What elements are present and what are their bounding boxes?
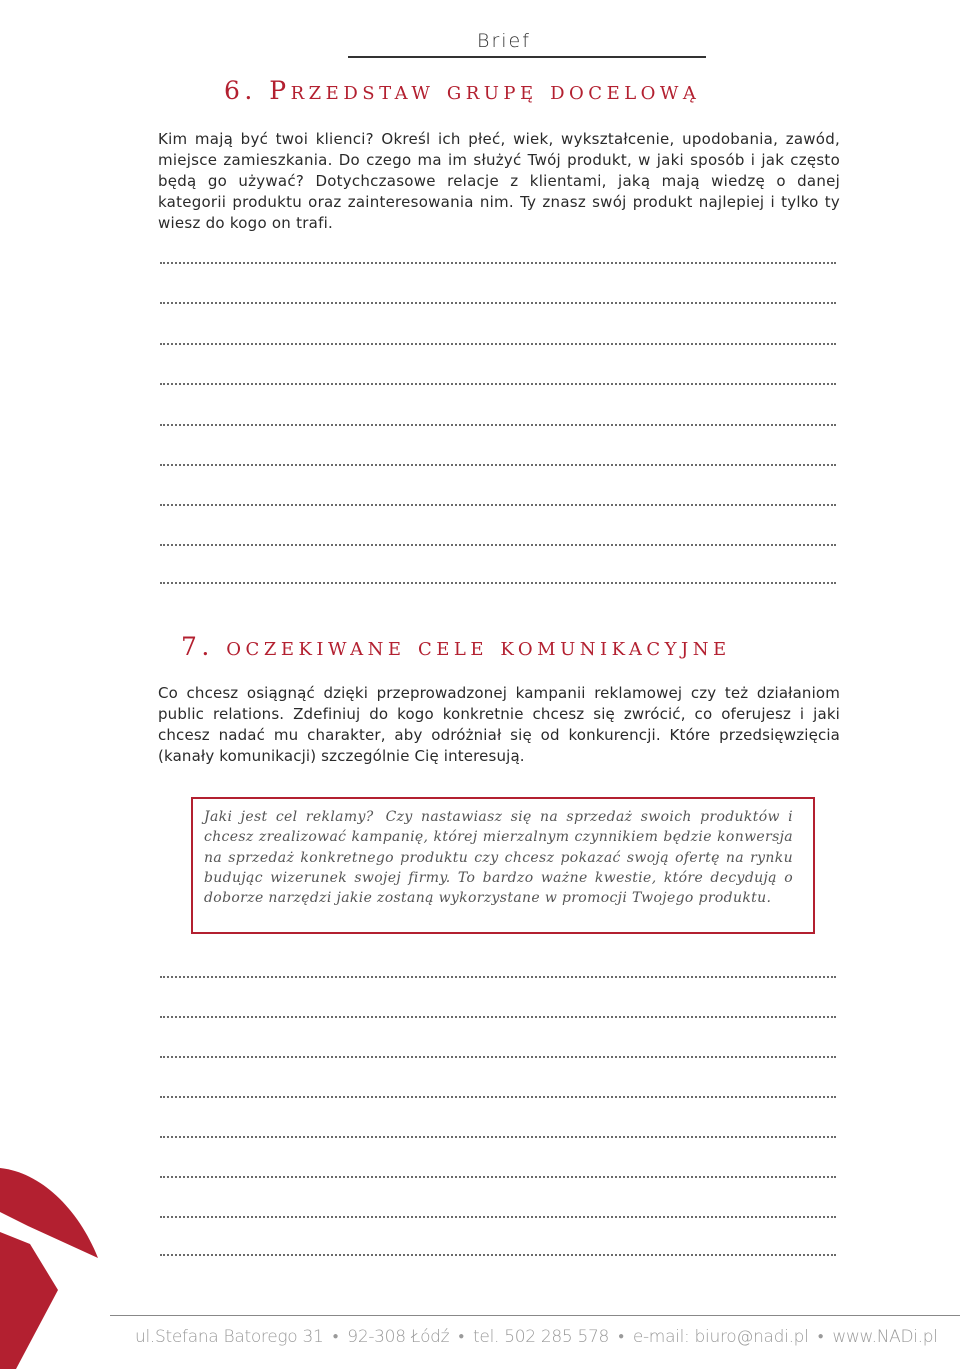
bullet-icon: ● bbox=[618, 1331, 624, 1342]
answer-line[interactable] bbox=[160, 1056, 836, 1058]
footer-website[interactable]: www.NADi.pl bbox=[832, 1327, 938, 1347]
bullet-icon: ● bbox=[458, 1331, 465, 1342]
answer-line[interactable] bbox=[160, 1254, 836, 1256]
answer-line[interactable] bbox=[160, 1096, 836, 1098]
bullet-icon: ● bbox=[817, 1331, 824, 1342]
answer-line[interactable] bbox=[160, 424, 836, 426]
answer-line[interactable] bbox=[160, 976, 836, 978]
answer-line[interactable] bbox=[160, 1016, 836, 1018]
answer-line[interactable] bbox=[160, 343, 836, 345]
answer-line[interactable] bbox=[160, 1176, 836, 1178]
footer-contact bbox=[135, 1327, 938, 1347]
brand-corner-logo bbox=[0, 1168, 100, 1369]
footer-email[interactable]: e-mail: biuro@nadi.pl bbox=[632, 1327, 809, 1347]
answer-line[interactable] bbox=[160, 504, 836, 506]
footer-divider bbox=[110, 1315, 960, 1316]
section-7-title: 7. oczekiwane cele komunikacyjne bbox=[181, 632, 731, 661]
section-6-description: Kim mają być twoi klienci? Określ ich płeć, wiek, wykształcenie, upodobania, zawód, miejsce zamieszkania. Do czego ma im służyć Twój produkt, w jaki sposób i jak często będą go używać? Dotychczasowe relacje z klientami, jaką mają wiedzę o danej kategorii produktu oraz zainteresowania nim. Ty znasz swój produkt najlepiej i tylko ty wiesz do kogo on trafi. bbox=[158, 130, 840, 232]
answer-line[interactable] bbox=[160, 582, 836, 584]
document-header-label: Brief bbox=[477, 30, 531, 52]
answer-line[interactable] bbox=[160, 302, 836, 304]
section-6-title: 6. Przedstaw grupę docelową bbox=[224, 76, 701, 105]
answer-line[interactable] bbox=[160, 1136, 836, 1138]
answer-line[interactable] bbox=[160, 262, 836, 264]
tip-question: Jaki jest cel reklamy? bbox=[204, 809, 374, 825]
footer-phone: tel. 502 285 578 bbox=[473, 1327, 610, 1347]
tip-box bbox=[191, 797, 815, 934]
header-divider bbox=[348, 56, 706, 58]
footer-address: ul.Stefana Batorego 31 bbox=[135, 1327, 324, 1347]
answer-line[interactable] bbox=[160, 544, 836, 546]
section-7-description: Co chcesz osiągnąć dzięki przeprowadzonej kampanii reklamowej czy też działaniom public relations. Zdefiniuj do kogo konkretnie chcesz się zwrócić, co oferujesz i jaki chcesz nadać mu charakter, aby odróżniał się od konkurencji. Które przedsięwzięcia (kanały komunikacji) szczególnie Cię interesują. bbox=[158, 684, 840, 765]
answer-line[interactable] bbox=[160, 1216, 836, 1218]
answer-line[interactable] bbox=[160, 464, 836, 466]
answer-line[interactable] bbox=[160, 383, 836, 385]
tip-text: Czy nastawiasz się na sprzedaż swoich produktów i chcesz zrealizować kampanię, której mierzalnym czynnikiem będzie konwersja na sprzedaż konkretnego produktu czy chcesz pokazać swoją ofertę na rynku budując wizerunek swojej firmy. To bardzo ważne kwestie, które decydują o doborze narzędzi jakie zostaną wykorzystane w promocji Twojego produktu. bbox=[204, 809, 793, 907]
bullet-icon: ● bbox=[332, 1331, 339, 1342]
footer-postal: 92-308 Łódź bbox=[347, 1327, 450, 1347]
